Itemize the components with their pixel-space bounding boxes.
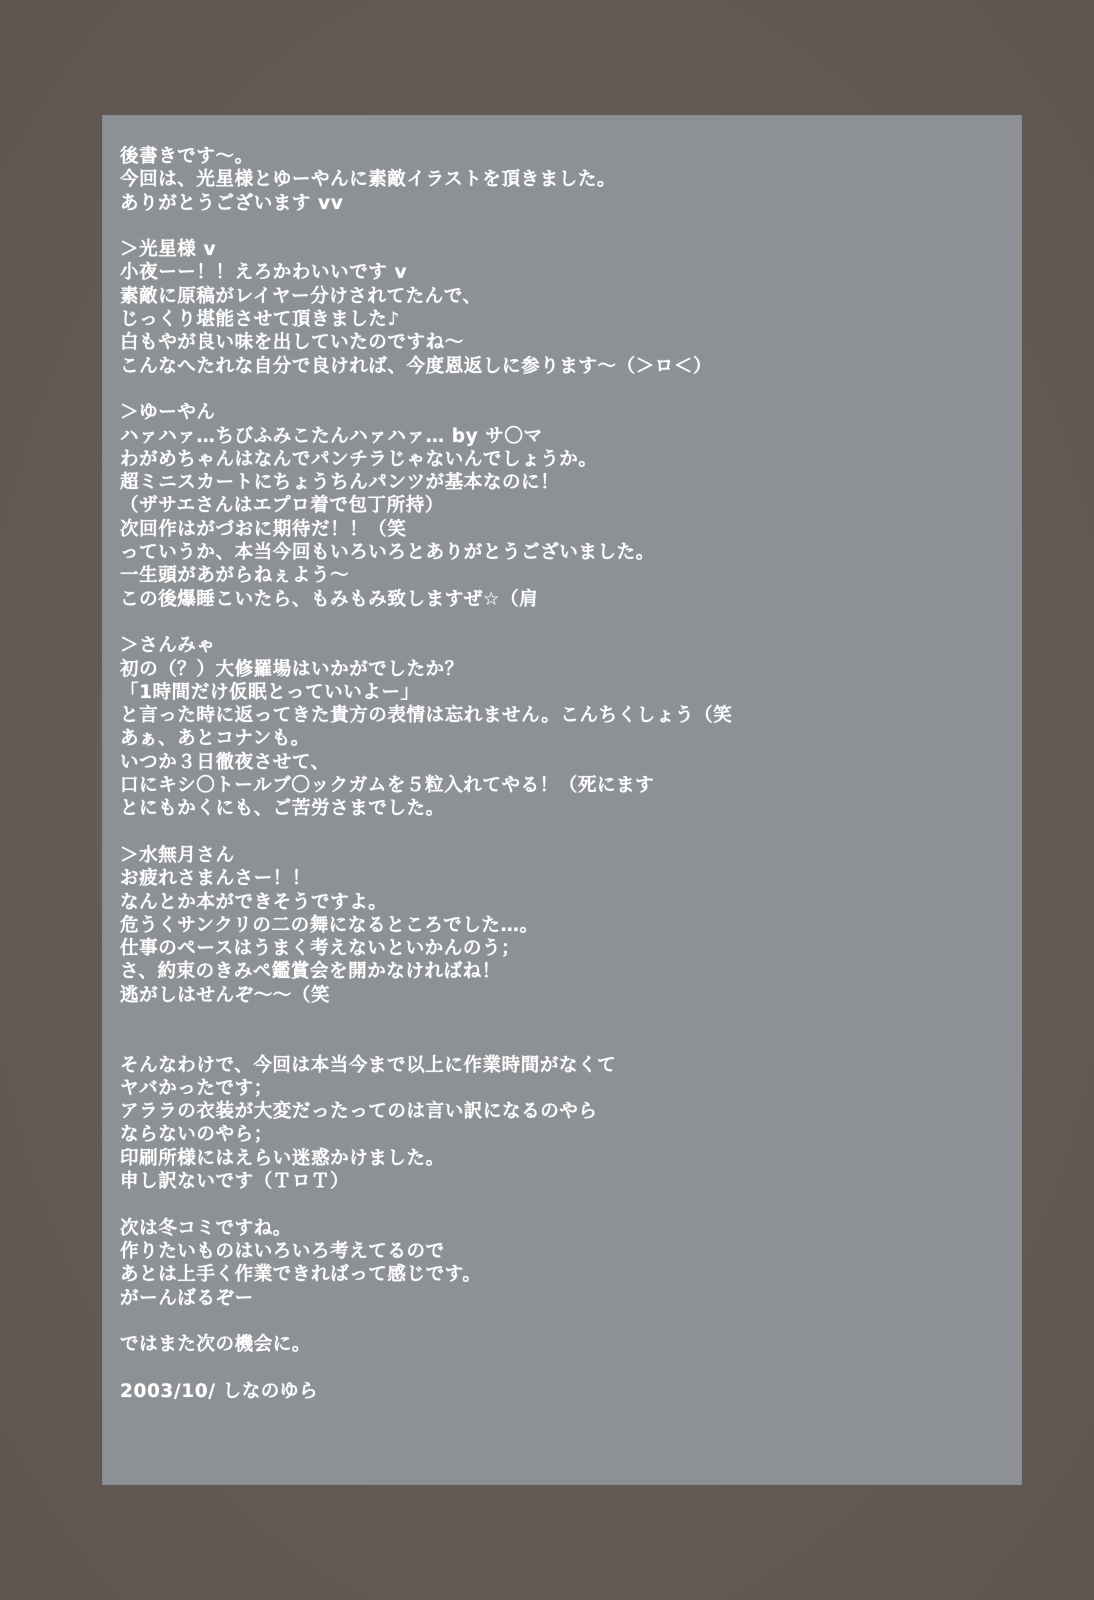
- text-line: とにもかくにも、ご苦労さまでした。: [120, 798, 445, 820]
- paragraph-gap: [120, 1193, 1000, 1216]
- afterword-text: [120, 145, 1000, 1403]
- text-line: ありがとうございます vv: [120, 192, 344, 214]
- text-line: アララの衣装が大変だったってのは言い訳になるのやら: [120, 1101, 598, 1123]
- text-line: （ザサエさんはエプロ着で包丁所持）: [120, 495, 444, 517]
- text-line: 次回作はがづおに期待だ！！（笑: [120, 518, 407, 540]
- text-line: っていうか、本当今回もいろいろとありがとうございました。: [120, 542, 655, 564]
- text-line: なんとか本ができそうですよ。: [120, 891, 388, 913]
- text-line: ＞水無月さん: [120, 844, 235, 866]
- text-line: 次は冬コミですね。: [120, 1217, 292, 1239]
- text-line: あとは上手く作業できればって感じです。: [120, 1264, 482, 1286]
- text-line: 超ミニスカートにちょうちんパンツが基本なのに！: [120, 472, 560, 494]
- text-line: この後爆睡こいたら、もみもみ致しますぜ☆（肩: [120, 588, 539, 610]
- text-line: 仕事のペースはうまく考えないといかんのう；: [120, 938, 521, 960]
- text-line: 2003/10/ しなのゆら: [120, 1380, 319, 1402]
- text-line: あぁ、あとコナンも。: [120, 728, 310, 750]
- text-line: ならないのやら；: [120, 1124, 273, 1146]
- text-line: ＞ゆーやん: [120, 402, 216, 424]
- text-line: ハァハァ…ちびふみこたんハァハァ… by サ〇マ: [120, 425, 543, 447]
- text-line: 初の（？）大修羅場はいかがでしたか？: [120, 658, 464, 680]
- text-line: こんなへたれな自分で良ければ、今度恩返しに参ります～（＞ロ＜）: [120, 355, 713, 377]
- text-line: お疲れさまんさー！！: [120, 868, 312, 890]
- text-line: ではまた次の機会に。: [120, 1334, 312, 1356]
- text-line: 作りたいものはいろいろ考えてるので: [120, 1240, 445, 1262]
- text-line: と言った時に返ってきた貴方の表情は忘れません。こんちくしょう（笑: [120, 705, 733, 727]
- text-line: 後書きです～。: [120, 146, 254, 167]
- paragraph-gap: [120, 821, 1000, 844]
- text-line: 素敵に原稿がレイヤー分けされてたんで、: [120, 285, 482, 307]
- paragraph-gap: [120, 1007, 1000, 1030]
- text-line: ＞光星様 v: [120, 239, 217, 261]
- paragraph-gap: [120, 611, 1000, 634]
- text-line: さ、約束のきみペ鑑賞会を開かなければね！: [120, 961, 501, 983]
- text-line: 逃がしはせんぞ～～（笑: [120, 984, 331, 1006]
- text-line: 小夜ーー！！えろかわいいです v: [120, 262, 408, 284]
- paragraph-gap: [120, 1310, 1000, 1333]
- text-line: 一生頭があがらねぇよう～: [120, 565, 350, 587]
- paragraph-gap: [120, 378, 1000, 401]
- text-line: ヤバかったです；: [120, 1077, 273, 1099]
- text-line: わがめちゃんはなんでパンチラじゃないんでしょうか。: [120, 448, 598, 470]
- paragraph-gap: [120, 215, 1000, 238]
- text-line: そんなわけで、今回は本当今まで以上に作業時間がなくて: [120, 1054, 617, 1076]
- text-line: 今回は、光星様とゆーやんに素敵イラストを頂きました。: [120, 169, 617, 191]
- text-line: [120, 1030, 1000, 1053]
- text-line: ＞さんみゃ: [120, 635, 216, 657]
- text-line: 印刷所様にはえらい迷惑かけました。: [120, 1147, 445, 1169]
- text-line: 「1時間だけ仮眠とっていいよー」: [120, 681, 420, 703]
- afterword-panel: [102, 115, 1022, 1485]
- text-line: 危うくサンクリの二の舞になるところでした…。: [120, 914, 539, 936]
- text-line: がーんばるぞー: [120, 1287, 254, 1309]
- paragraph-gap: [120, 1356, 1000, 1379]
- text-line: いつか３日徹夜させて、: [120, 751, 330, 773]
- text-line: じっくり堪能させて頂きました♪: [120, 309, 400, 331]
- text-line: 申し訳ないです（ＴロＴ）: [120, 1171, 350, 1193]
- text-line: 口にキシ〇トールブ〇ックガムを５粒入れてやる！（死にます: [120, 775, 655, 797]
- text-line: 白もやが良い味を出していたのですね～: [120, 332, 464, 354]
